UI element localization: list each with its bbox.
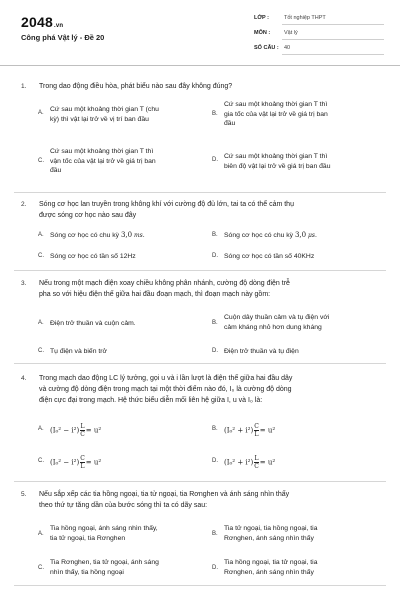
option-label: D. <box>212 565 218 571</box>
option-text-line: Tia hồng ngoại, ánh sáng nhìn thấy, <box>50 525 158 532</box>
option-text-line: Rơnghen, ánh sáng nhìn thấy <box>224 534 314 542</box>
fraction-denominator: L <box>254 431 259 438</box>
question-divider <box>14 585 386 586</box>
option-label: C. <box>38 565 44 571</box>
option-label: A. <box>38 232 44 238</box>
option-text-line: Cuộn dây thuần cảm và tụ điện với <box>224 314 330 321</box>
question-text: Trong dao động điều hòa, phát biểu nào sau đây không đúng? <box>39 83 233 90</box>
meta-value: Tốt nghiệp THPT <box>284 15 326 21</box>
option-text-line: Tia Rơnghen, tia tử ngoại, ánh sáng <box>50 559 159 566</box>
formula-bracket: (I₀² − i²) <box>50 458 80 467</box>
option-text-line: Cứ sau một khoảng thời gian T thì <box>50 148 154 155</box>
option-label: D. <box>212 157 218 163</box>
logo-suffix: .vn <box>53 23 64 29</box>
option-label: B. <box>212 232 218 238</box>
question-text-line: theo thứ tự tăng dần của bước sóng thì ta có dãy sau: <box>39 502 208 509</box>
option-text: Tụ điện và biến trở <box>50 348 107 355</box>
fraction <box>254 423 259 438</box>
question-divider <box>14 481 386 482</box>
fraction-denominator: C <box>254 463 259 470</box>
option-text-line: vận tốc của vật lại trở về giá trị ban <box>50 157 156 165</box>
option-label: B. <box>212 531 218 537</box>
option-text: Điện trở thuần và cuộn cảm. <box>50 320 136 327</box>
fraction-denominator: C <box>80 431 85 438</box>
fraction <box>80 423 85 438</box>
fraction-numerator: C <box>254 423 259 430</box>
question-number: 1. <box>21 83 27 90</box>
option-label: D. <box>212 253 218 259</box>
fraction-numerator: L <box>80 423 85 430</box>
formula-rhs: = u² <box>85 458 102 467</box>
fraction-denominator: L <box>80 463 85 470</box>
question-number: 2. <box>21 201 27 208</box>
option-text-line: Cứ sau một khoảng thời gian T thì <box>224 153 328 160</box>
option-text-line: cảm kháng nhỏ hơn dung kháng <box>224 323 322 331</box>
question-text <box>39 199 384 221</box>
option-text-line: đầu <box>50 167 62 174</box>
question-divider <box>14 192 386 193</box>
formula-rhs: = u² <box>259 426 276 435</box>
question-text-line: điện cực đại trong mạch. Hệ thức biểu diễn mối liên hệ giữa I, u và I₀ là: <box>39 397 263 404</box>
exam-header <box>0 0 400 62</box>
option-label: A. <box>38 320 44 326</box>
option-label: C. <box>38 348 44 354</box>
option-text-line: nhìn thấy, tia hồng ngoại <box>50 568 124 576</box>
question-text <box>39 489 384 511</box>
meta-underline <box>282 54 384 55</box>
question-number: 4. <box>21 375 27 382</box>
formula-bracket: (I₀² + i²) <box>224 458 254 467</box>
question-text-line: Sóng cơ học lan truyền trong không khí với cường độ đủ lớn, tai ta có thể cảm thụ <box>39 201 294 208</box>
option-unit: μs. <box>307 232 317 239</box>
question-text <box>39 278 384 300</box>
option-text-line: Tia hồng ngoại, tia tử ngoại, tia <box>224 559 318 566</box>
question-text-line: được sóng cơ học nào sau đây <box>39 212 137 219</box>
fraction <box>80 455 85 470</box>
question-divider <box>14 363 386 364</box>
option-label: C. <box>38 158 44 164</box>
option-unit: ms. <box>133 232 145 239</box>
option-text: Sóng cơ học có tần số 12Hz <box>50 253 136 260</box>
meta-label: MÔN : <box>254 30 271 36</box>
question-text-line: Nếu trong một mạch điện xoay chiều không phân nhánh, cường độ dòng điện trễ <box>39 280 290 287</box>
option-text: Sóng cơ học có tần số 40KHz <box>224 253 315 260</box>
question-text <box>39 373 384 406</box>
option-label: C. <box>38 458 44 464</box>
question-number: 5. <box>21 491 27 498</box>
option-text: Sóng cơ học có chu kỳ <box>224 232 295 239</box>
option-text: Điện trở thuần và tụ điện <box>224 348 299 355</box>
option-text-line: Tia tử ngoại, tia hồng ngoại, tia <box>224 525 318 532</box>
option-label: C. <box>38 253 44 259</box>
option-value: 3,0 <box>120 231 133 239</box>
option-text-line: Cứ sau một khoảng thời gian T (chu <box>50 106 159 113</box>
formula-rhs: = u² <box>85 426 102 435</box>
option-text-line: đầu <box>224 120 236 127</box>
meta-label: SỐ CÂU : <box>254 45 279 51</box>
option-value: 3,0 <box>294 231 307 239</box>
formula-bracket: (I₀² + i²) <box>224 426 254 435</box>
header-divider <box>0 65 400 66</box>
option-text-line: tia tử ngoại, tia Rơnghen <box>50 534 126 542</box>
formula-rhs: = u² <box>259 458 276 467</box>
option-text-line: kỳ) thì vật lại trở về vị trí ban đầu <box>50 115 149 123</box>
question-divider <box>14 270 386 271</box>
option-label: B. <box>212 426 218 432</box>
option-text-line: Rơnghen, ánh sáng nhìn thấy <box>224 568 314 576</box>
question-text-line: Trong mạch dao động LC lý tưởng, gọi u và i lần lượt là điện thế giữa hai đầu dây <box>39 375 293 382</box>
fraction-numerator: C <box>80 455 85 462</box>
option-text-line: gia tốc của vật lại trở về giá trị ban <box>224 110 328 118</box>
option-text-line: Cứ sau một khoảng thời gian T thì <box>224 101 328 108</box>
fraction-numerator: L <box>254 455 259 462</box>
option-label: A. <box>38 531 44 537</box>
question-text-line: Nếu sắp xếp các tia hồng ngoại, tia tử ngoại, tia Rơnghen và ánh sáng nhìn thấy <box>39 491 290 498</box>
option-label: D. <box>212 348 218 354</box>
exam-title: Công phá Vật lý - Đề 20 <box>21 33 105 42</box>
option-label: B. <box>212 111 218 117</box>
meta-value: 40 <box>284 45 291 51</box>
meta-underline <box>282 24 384 25</box>
question-text-line: và cường độ dòng điện trong mạch tại một thời điểm nào đó, I₀ là cường độ dòng <box>39 386 292 393</box>
option-text-line: biên độ vật lại trở về giá trị ban đầu <box>224 162 331 170</box>
option-label: A. <box>38 110 44 116</box>
option-label: B. <box>212 320 218 326</box>
meta-value: Vật lý <box>284 30 298 36</box>
site-logo[interactable] <box>21 14 63 30</box>
question-text-line: pha so với hiệu điện thế giữa hai đầu đoạn mạch, thì đoạn mạch này gồm: <box>39 291 271 298</box>
fraction <box>254 455 259 470</box>
meta-underline <box>282 39 384 40</box>
option-text: Sóng cơ học có chu kỳ <box>50 232 121 239</box>
logo-text: 2048 <box>21 14 53 30</box>
question-number: 3. <box>21 280 27 287</box>
option-label: D. <box>212 458 218 464</box>
meta-label: LỚP : <box>254 15 269 21</box>
option-label: A. <box>38 426 44 432</box>
formula-bracket: (I₀² − i²) <box>50 426 80 435</box>
